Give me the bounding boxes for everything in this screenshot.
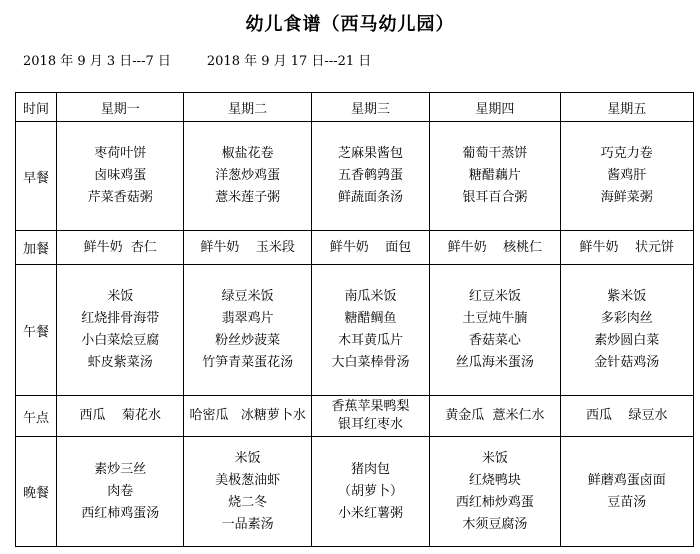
menu-cell bbox=[430, 231, 560, 265]
dish: 鲜牛奶 杏仁 bbox=[83, 239, 157, 255]
menu-cell bbox=[311, 437, 429, 547]
menu-cell bbox=[560, 265, 693, 396]
dish: 素炒三丝 bbox=[94, 461, 147, 477]
dish: 椒盐花卷 bbox=[221, 146, 274, 161]
dish: 红烧排骨海带 bbox=[81, 311, 160, 326]
header-time: 时间 bbox=[16, 93, 57, 122]
dish: 小白菜烩豆腐 bbox=[81, 333, 160, 348]
dish: 哈密瓜 冰糖萝卜水 bbox=[189, 408, 306, 423]
dish: 葡萄干蒸饼 bbox=[462, 146, 528, 161]
dish: 红烧鸭块 bbox=[468, 472, 521, 488]
dish: 鲜蔬面条汤 bbox=[338, 190, 404, 205]
dish: 大白菜棒骨汤 bbox=[331, 355, 410, 370]
header-day-3: 星期三 bbox=[311, 93, 429, 122]
meal-row-snack bbox=[16, 231, 694, 265]
dish: 多彩肉丝 bbox=[600, 311, 653, 326]
dish: 银耳百合粥 bbox=[462, 190, 528, 205]
menu-cell bbox=[184, 265, 311, 396]
dish: 南瓜米饭 bbox=[344, 289, 397, 304]
dish: 鲜牛奶 核桃仁 bbox=[447, 239, 543, 255]
dish: 芝麻果酱包 bbox=[338, 146, 404, 161]
dish: 香菇菜心 bbox=[468, 333, 521, 348]
dish: 丝瓜海米蛋汤 bbox=[455, 355, 534, 370]
menu-cell bbox=[311, 265, 429, 396]
dish: 金针菇鸡汤 bbox=[594, 355, 660, 370]
menu-cell bbox=[57, 437, 184, 547]
dish: 芹菜香菇粥 bbox=[87, 190, 153, 205]
dish: 竹笋青菜蛋花汤 bbox=[202, 355, 294, 370]
meal-row-breakfast bbox=[16, 122, 694, 231]
menu-cell bbox=[430, 265, 560, 396]
header-day-1: 星期一 bbox=[57, 93, 184, 122]
dish: 香蕉苹果鸭梨 bbox=[331, 399, 410, 414]
menu-cell bbox=[57, 231, 184, 265]
dish: 卤味鸡蛋 bbox=[94, 168, 147, 183]
menu-cell bbox=[560, 396, 693, 437]
header-row bbox=[16, 93, 694, 122]
dish: 西红柿鸡蛋汤 bbox=[81, 505, 160, 521]
menu-cell bbox=[57, 396, 184, 437]
dish: 鲜牛奶 状元饼 bbox=[579, 239, 675, 255]
dish: 粉丝炒菠菜 bbox=[215, 333, 281, 348]
dish: 糖醋藕片 bbox=[468, 168, 521, 183]
dish: 鲜牛奶 玉米段 bbox=[200, 239, 295, 255]
menu-cell bbox=[560, 437, 693, 547]
dish: 猪肉包 bbox=[351, 461, 391, 477]
meal-row-lunch bbox=[16, 265, 694, 396]
dish: 一品素汤 bbox=[221, 516, 274, 532]
dish: 豆苗汤 bbox=[607, 494, 647, 510]
menu-cell bbox=[311, 231, 429, 265]
dish: 鲜牛奶 面包 bbox=[329, 239, 412, 255]
dish: 米饭 bbox=[234, 450, 261, 466]
dish: 西瓜 绿豆水 bbox=[586, 408, 668, 423]
dish: 糖醋鲷鱼 bbox=[344, 311, 397, 326]
header-day-4: 星期四 bbox=[430, 93, 560, 122]
meal-label: 午餐 bbox=[16, 265, 57, 396]
menu-cell bbox=[430, 437, 560, 547]
dish: 海鲜菜粥 bbox=[600, 190, 653, 205]
dish: 枣荷叶饼 bbox=[94, 146, 147, 161]
menu-cell bbox=[560, 122, 693, 231]
menu-cell bbox=[184, 437, 311, 547]
menu-cell bbox=[184, 231, 311, 265]
dish: 肉卷 bbox=[107, 483, 134, 499]
dish: 木耳黄瓜片 bbox=[338, 333, 404, 348]
dish: 五香鹌鹑蛋 bbox=[338, 168, 404, 183]
dish: 翡翠鸡片 bbox=[221, 311, 274, 326]
dish: 木须豆腐汤 bbox=[462, 516, 528, 532]
meal-label: 午点 bbox=[16, 396, 57, 437]
menu-cell bbox=[560, 231, 693, 265]
dish: 紫米饭 bbox=[607, 289, 647, 304]
menu-cell bbox=[57, 265, 184, 396]
date-range-2: 2018 年 9 月 17 日---21 日 bbox=[206, 54, 372, 69]
menu-cell bbox=[57, 122, 184, 231]
menu-cell bbox=[184, 396, 311, 437]
dish: 虾皮紫菜汤 bbox=[87, 355, 153, 370]
page-title: 幼儿食谱（西马幼儿园） bbox=[245, 14, 455, 35]
dish: 米饭 bbox=[107, 289, 134, 304]
dish: 素炒圆白菜 bbox=[594, 333, 660, 348]
dish: 银耳红枣水 bbox=[338, 417, 404, 432]
date-ranges bbox=[23, 50, 371, 69]
dish: 红豆米饭 bbox=[468, 289, 521, 304]
dish: 土豆炖牛腩 bbox=[462, 311, 528, 326]
meal-row-dinner bbox=[16, 437, 694, 547]
dish: 美极葱油虾 bbox=[215, 472, 281, 488]
menu-cell bbox=[311, 122, 429, 231]
dish: 鲜蘑鸡蛋卤面 bbox=[587, 472, 666, 488]
dish: 西瓜 菊花水 bbox=[79, 408, 162, 423]
menu-cell bbox=[430, 122, 560, 231]
dish: 米饭 bbox=[481, 450, 508, 466]
header-day-5: 星期五 bbox=[560, 93, 693, 122]
header-day-2: 星期二 bbox=[184, 93, 311, 122]
menu-cell bbox=[311, 396, 429, 437]
menu-cell bbox=[184, 122, 311, 231]
meal-row-afternoon-snack bbox=[16, 396, 694, 437]
meal-label: 早餐 bbox=[16, 122, 57, 231]
dish: 烧二冬 bbox=[228, 494, 268, 510]
dish: 薏米莲子粥 bbox=[215, 190, 281, 205]
dish: 巧克力卷 bbox=[600, 146, 653, 161]
meal-label: 晚餐 bbox=[16, 437, 57, 547]
dish: 洋葱炒鸡蛋 bbox=[215, 168, 281, 183]
dish: 酱鸡肝 bbox=[607, 168, 647, 183]
dish: 绿豆米饭 bbox=[221, 289, 274, 304]
menu-cell bbox=[430, 396, 560, 437]
menu-table bbox=[15, 92, 694, 547]
dish: 黄金瓜 薏米仁水 bbox=[445, 408, 545, 423]
dish: 小米红薯粥 bbox=[338, 505, 404, 521]
dish: （胡萝卜） bbox=[338, 483, 404, 499]
dish: 西红柿炒鸡蛋 bbox=[455, 494, 534, 510]
date-range-1: 2018 年 9 月 3 日---7 日 bbox=[23, 54, 171, 69]
meal-label: 加餐 bbox=[16, 231, 57, 265]
